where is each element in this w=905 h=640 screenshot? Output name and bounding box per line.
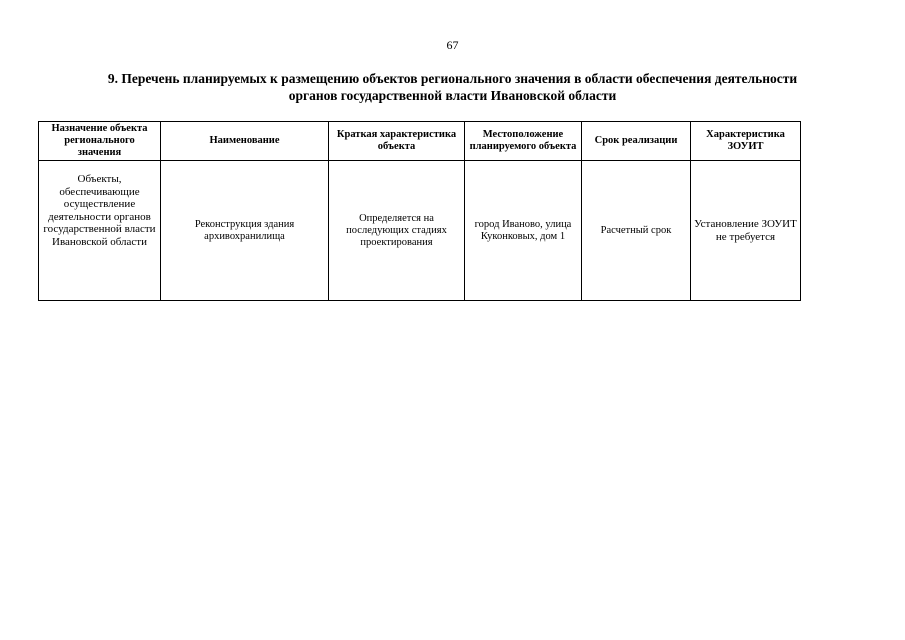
header-term: Срок реализации — [582, 122, 691, 161]
cell-purpose: Объекты, обеспечивающие осуществление деятельности органов государственной власти Ивановской области — [39, 161, 161, 301]
cell-description: Определяется на последующих стадиях проектирования — [329, 161, 465, 301]
cell-term: Расчетный срок — [582, 161, 691, 301]
header-name: Наименование — [161, 122, 329, 161]
cell-location: город Иваново, улица Куконковых, дом 1 — [465, 161, 582, 301]
cell-name: Реконструкция здания архивохранилища — [161, 161, 329, 301]
header-purpose: Назначение объекта регионального значения — [39, 122, 161, 161]
objects-table — [38, 121, 801, 301]
table-row — [39, 161, 801, 301]
page-number: 67 — [446, 38, 459, 52]
cell-zouit: Установление ЗОУИТ не требуется — [691, 161, 801, 301]
header-description: Краткая характеристика объекта — [329, 122, 465, 161]
header-zouit: Характеристика ЗОУИТ — [691, 122, 801, 161]
header-location: Местоположение планируемого объекта — [465, 122, 582, 161]
table-header-row — [39, 122, 801, 161]
section-title — [40, 70, 865, 104]
section-title-line-1: 9. Перечень планируемых к размещению объектов регионального значения в области обеспечения деятельности — [107, 71, 798, 86]
section-title-line-2: органов государственной власти Ивановской области — [288, 88, 617, 103]
